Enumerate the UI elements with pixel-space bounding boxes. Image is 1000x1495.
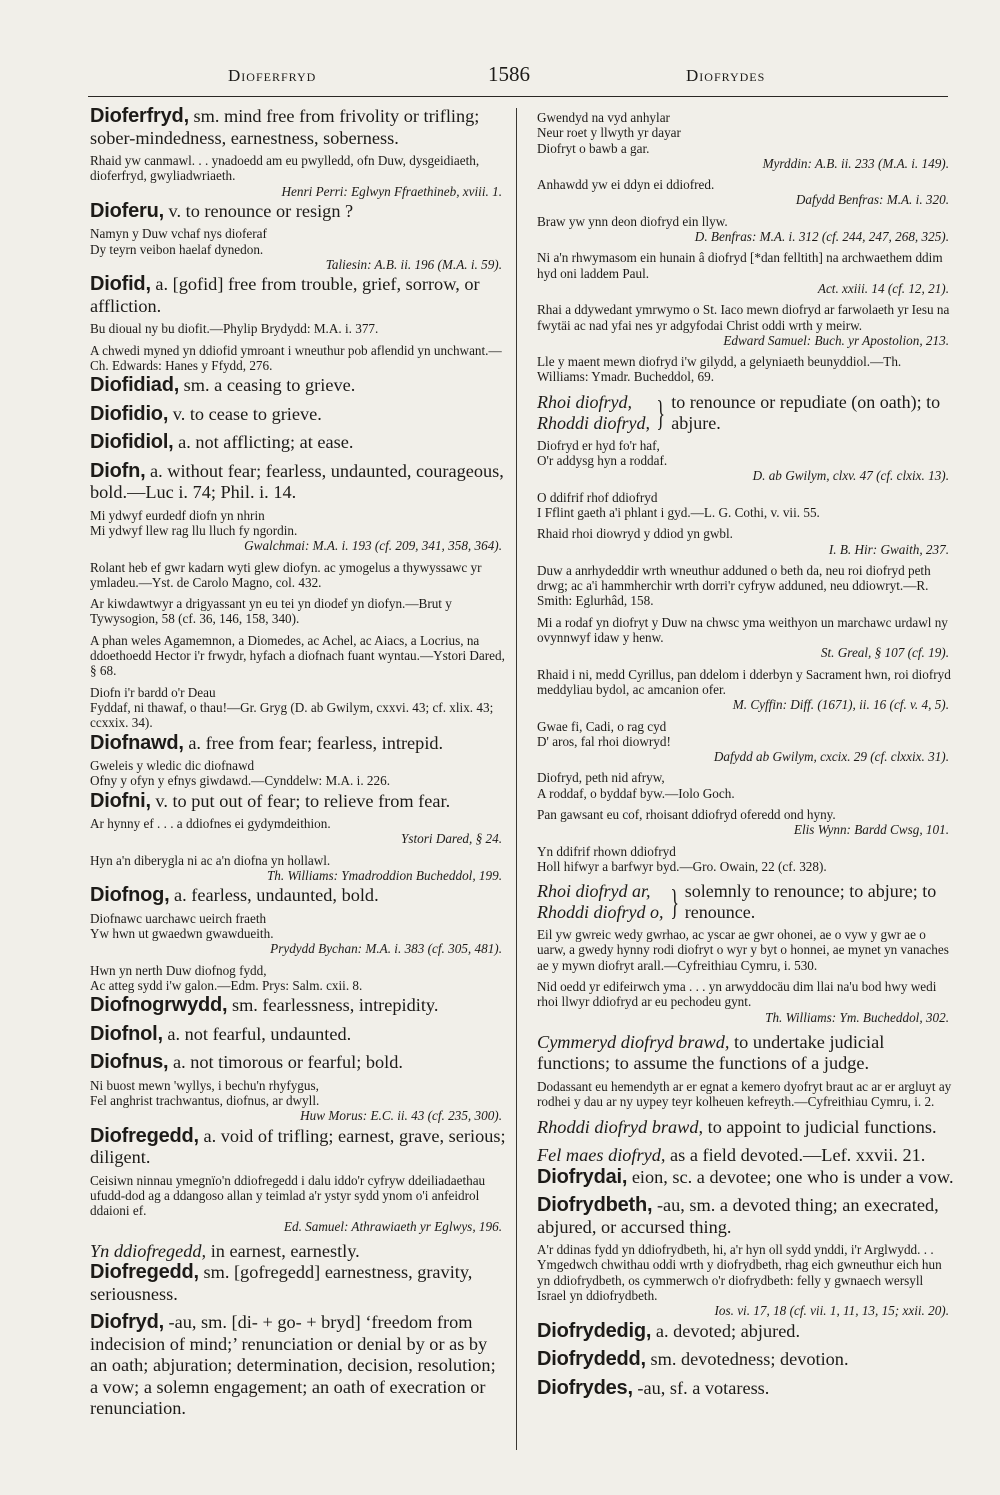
dictionary-entry bbox=[90, 201, 508, 223]
citation-source: Myrddin: A.B. ii. 233 (M.A. i. 149). bbox=[762, 155, 949, 171]
dictionary-entry bbox=[90, 791, 508, 813]
headword: Diofrydedd, bbox=[537, 1348, 646, 1371]
citation bbox=[537, 1242, 955, 1318]
headword: Dioferfryd, bbox=[90, 105, 189, 127]
citation-line: Ar kiwdawtwyr a drigyassant yn eu tei yn diodef yn diofyn.—Brut y Tywysogion, 58 (cf. 36, 146, 158, 340). bbox=[90, 596, 455, 627]
citation-source: Th. Williams: Ym. Bucheddol, 302. bbox=[765, 1009, 949, 1025]
citation-line: Lle y maent mewn diofryd i'w gilydd, a gelyniaeth beunyddiol.—Th. Williams: Ymadr. Bucheddol, 69. bbox=[537, 354, 905, 385]
definition: v. to put out of fear; to relieve from fear. bbox=[150, 790, 451, 811]
citation-line: Yn ddifrif rhown ddiofryd bbox=[537, 843, 676, 859]
citation-line: Duw a anrhydeddir wrth wneuthur adduned o beth da, neu roi diofryd peth drwg; ac a'i hammherchir wrth dorri'r cyfryw adduned, neu ddiowryt.—R. Smith: Eglurhâd, 158. bbox=[537, 562, 934, 609]
citation-source: Dafydd ab Gwilym, cxcix. 29 (cf. clxxix. 31). bbox=[713, 749, 949, 765]
headword: Diofryd, bbox=[90, 1311, 164, 1334]
citation bbox=[90, 853, 508, 884]
running-head-left: Dioferfryd bbox=[228, 66, 317, 85]
definition: sm. devotedness; devotion. bbox=[645, 1349, 849, 1370]
definition: sm. fearlessness, intrepidity. bbox=[227, 995, 439, 1016]
phrase-entry bbox=[537, 881, 955, 923]
definition: -au, sm. [di- + go- + bryd] ‘freedom from indecision of mind;’ renunciation or denial by or as by an oath; abjuration; determination, decision, resolution; a vow; a solemn engagement; an oath of execration or renunciation. bbox=[90, 1312, 496, 1419]
definition: a. [gofid] free from trouble, grief, sorrow, or affliction. bbox=[90, 274, 480, 316]
citation bbox=[537, 438, 955, 484]
dictionary-entry bbox=[90, 274, 508, 317]
definition: a. not afflicting; at ease. bbox=[173, 432, 354, 453]
citation bbox=[90, 596, 508, 627]
citation-source: Gwalchmai: M.A. i. 193 (cf. 209, 341, 358, 364). bbox=[244, 538, 502, 554]
citation-line: A chwedi myned yn ddiofid ymroant i wneuthur pob aflendid yn unchwant.—Ch. Edwards: Hanes y Ffydd, 276. bbox=[90, 342, 502, 373]
dictionary-entry bbox=[537, 1349, 955, 1371]
definition: eion, sc. a devotee; one who is under a vow. bbox=[627, 1166, 954, 1187]
dictionary-entry bbox=[90, 1312, 508, 1420]
definition: to renounce or repudiate (on oath); to abjure. bbox=[671, 391, 941, 433]
definition: a. free from fear; fearless, intrepid. bbox=[183, 732, 444, 753]
brace-mark: } bbox=[656, 392, 665, 433]
citation bbox=[537, 927, 955, 973]
citation-line: Diofryd, peth nid afryw, bbox=[537, 770, 665, 786]
definition: a. devoted; abjured. bbox=[651, 1320, 801, 1341]
citation-line: Fyddaf, ni thawaf, o thau!—Gr. Gryg (D. ab Gwilym, cxxvi. 43; cf. xlix. 43; ccxxix. 34). bbox=[90, 699, 497, 731]
dictionary-entry bbox=[537, 1321, 955, 1343]
citation-source: D. Benfras: M.A. i. 312 (cf. 244, 247, 268, 325). bbox=[694, 229, 949, 245]
citation bbox=[537, 770, 955, 801]
definition: in earnest, earnestly. bbox=[206, 1240, 360, 1261]
citation-line: Diofnawc uarchawc ueirch fraeth bbox=[90, 910, 267, 926]
citation-line: Rhaid yw canmawl. . . ynadoedd am eu pwylledd, ofn Duw, dysgeidiaeth, dioferfryd, gwyliadwriaeth. bbox=[90, 153, 483, 184]
citation bbox=[537, 526, 955, 557]
citation-line: Fel anghrist trachwantus, diofnus, ar dwyll. bbox=[90, 1093, 320, 1109]
definition: solemnly to renounce; to abjure; to renounce. bbox=[684, 881, 937, 923]
headword: Diofrydbeth, bbox=[537, 1194, 653, 1217]
citation-line: Anhawdd yw ei ddyn ei ddiofred. bbox=[537, 177, 715, 193]
page-number: 1586 bbox=[488, 62, 530, 86]
citation bbox=[90, 963, 508, 994]
phrase-entry bbox=[90, 1241, 508, 1263]
citation-line: A'r ddinas fydd yn ddiofrydbeth, hi, a'r hyn oll sydd ynddi, i'r Arglwydd. . . Ymgedwch chwithau oddi wrth y diofrydbeth, rhag eich gwneuthur eich hun yn ddiofrydbeth, os cymmerwch o'r diofrydbeth: felly y gwnaech wersyll Israel yn ddiofrydbeth. bbox=[537, 1242, 945, 1303]
citation-line: O'r addysg hyn a roddaf. bbox=[537, 453, 668, 469]
headword: Diofidiad, bbox=[90, 374, 180, 397]
definition: -au, sm. a devoted thing; an execrated, abjured, or accursed thing. bbox=[537, 1195, 939, 1237]
running-head-right: Diofrydes bbox=[686, 66, 766, 85]
citation-source: Dafydd Benfras: M.A. i. 320. bbox=[795, 192, 949, 208]
dictionary-entry bbox=[537, 1167, 955, 1189]
citation-source: Taliesin: A.B. ii. 196 (M.A. i. 59). bbox=[325, 256, 502, 272]
dictionary-entry bbox=[537, 1378, 955, 1400]
citation-line: Rhai a ddywedant ymrwymo o St. Iaco mewn diofryd ar farwolaeth yr Iesu na fwytäi ac nad yfai nes yr adgyfodai Christ oddi wrth y meirw. bbox=[537, 302, 953, 333]
dictionary-entry bbox=[90, 461, 508, 504]
citation bbox=[90, 321, 508, 336]
brace-mark: } bbox=[669, 882, 679, 923]
citation-line: Ar hynny ef . . . a ddiofnes ei gydymdeithion. bbox=[90, 816, 331, 832]
dictionary-entry bbox=[90, 1024, 508, 1046]
citation-source: M. Cyffin: Diff. (1671), ii. 16 (cf. v. 4, 5). bbox=[732, 697, 949, 713]
citation-line: Gwae fi, Cadi, o rag cyd bbox=[537, 718, 667, 734]
citation bbox=[90, 343, 508, 374]
citation-line: Hyn a'n diberygla ni ac a'n diofna yn hollawl. bbox=[90, 852, 331, 868]
citation-line: Ni buost mewn 'wyllys, i bechu'n rhyfygus, bbox=[90, 1077, 319, 1093]
citation-source: I. B. Hir: Gwaith, 237. bbox=[828, 541, 949, 557]
headword: Diofni, bbox=[90, 789, 151, 812]
phrase-group bbox=[537, 881, 664, 923]
citation bbox=[90, 685, 508, 731]
citation-line: O ddifrif rhof ddiofryd bbox=[537, 489, 658, 505]
citation-source: Th. Williams: Ymadroddion Bucheddol, 199. bbox=[266, 868, 502, 884]
citation bbox=[90, 560, 508, 591]
phrase-entry bbox=[537, 1145, 955, 1167]
headword: Diofnawd, bbox=[90, 731, 184, 754]
headword: Diofnog, bbox=[90, 884, 170, 907]
phrase: Fel maes diofryd, bbox=[537, 1145, 666, 1166]
definition: sm. mind free from frivolity or trifling; sober-mindedness, earnestness, soberness. bbox=[90, 106, 480, 148]
citation-source: Elis Wynn: Bardd Cwsg, 101. bbox=[793, 822, 949, 838]
citation-line: Mi ydwyf llew rag llu lluch fy ngordin. bbox=[90, 522, 298, 538]
definition: to undertake judicial functions; to assume the functions of a judge. bbox=[537, 1031, 885, 1074]
citation bbox=[537, 979, 955, 1025]
citation-line: Diofn i'r bardd o'r Deau bbox=[90, 684, 216, 700]
dictionary-entry bbox=[90, 1262, 508, 1305]
citation-line: Ac atteg sydd i'w galon.—Edm. Prys: Salm. cxii. 8. bbox=[90, 978, 363, 993]
headword: Diofregedd, bbox=[90, 1124, 199, 1147]
dictionary-entry bbox=[90, 733, 508, 755]
citation-line: Yw hwn ut gwaedwn gwawdueith. bbox=[90, 926, 274, 942]
citation-line: Rhaid i ni, medd Cyrillus, pan ddelom i dderbyn y Sacrament hwn, roi diofryd meddyliau bydol, ac amcanion ofer. bbox=[537, 666, 955, 697]
definition: a. fearless, undaunted, bold. bbox=[169, 885, 379, 906]
citation bbox=[537, 250, 955, 296]
citation-line: Holl hifwyr a barfwyr byd.—Gro. Owain, 22 (cf. 328). bbox=[537, 858, 827, 874]
phrase-entry bbox=[537, 392, 955, 434]
citation-source: Huw Morus: E.C. ii. 43 (cf. 235, 300). bbox=[300, 1108, 502, 1124]
citation bbox=[537, 844, 955, 875]
citation-line: Diofryt o bawb a gar. bbox=[537, 140, 650, 156]
citation bbox=[90, 816, 508, 847]
headword: Diofnol, bbox=[90, 1022, 163, 1045]
citation bbox=[90, 508, 508, 554]
citation-line: Ofny y ofyn y efnys giwdawd.—Cynddelw: M.A. i. 226. bbox=[90, 773, 390, 789]
citation bbox=[537, 563, 955, 609]
citation-line: Rolant heb ef gwr kadarn wyti glew diofyn. ac ymogelus a thywyssawc yr ymladeu.—Yst. de Carolo Magno, col. 432. bbox=[90, 559, 485, 590]
citation-source: Act. xxiii. 14 (cf. 12, 21). bbox=[817, 280, 949, 296]
page-header bbox=[0, 62, 1000, 96]
citation-source: St. Greal, § 107 (cf. 19). bbox=[820, 645, 949, 661]
definition: a. without fear; fearless, undaunted, courageous, bold.—Luc i. 74; Phil. i. 14. bbox=[90, 460, 504, 503]
citation bbox=[537, 214, 955, 245]
citation bbox=[90, 911, 508, 957]
citation-line: I Fflint gaeth a'i phlant i gyd.—L. G. Cothi, v. vii. 55. bbox=[537, 504, 820, 520]
citation bbox=[90, 758, 508, 789]
citation bbox=[90, 153, 508, 199]
column-divider bbox=[516, 108, 517, 1450]
citation bbox=[90, 1078, 508, 1124]
citation-line: Eil yw gwreic wedy gwrhao, ac yscar ae gwr ohonei, ae o vyw y gwr ae o uarw, a gwedy hynny rodi diofryt o wyr y byt o honnei, ae mynet yn vanaches ae y mywn diofryt arall.—Cyfreithiau Cymru, i. 530. bbox=[537, 927, 953, 973]
left-column bbox=[90, 106, 508, 1420]
citation bbox=[537, 719, 955, 765]
citation-line: Mi a rodaf yn diofryt y Duw na chwsc yma weithyon un marchawc urdawl ny ovynnwyf idaw y henw. bbox=[537, 614, 952, 646]
citation-line: Gwendyd na vyd anhylar bbox=[537, 110, 670, 125]
citation bbox=[537, 177, 955, 208]
citation-source: Ystori Dared, § 24. bbox=[401, 831, 502, 847]
headword: Diofregedd, bbox=[90, 1261, 199, 1284]
dictionary-entry bbox=[90, 995, 508, 1017]
dictionary-entry bbox=[90, 432, 508, 454]
citation-source: Henri Perri: Eglwyn Ffraethineb, xviii. 1. bbox=[281, 183, 502, 199]
dictionary-entry bbox=[90, 1052, 508, 1074]
dictionary-entry bbox=[90, 375, 508, 397]
citation-source: D. ab Gwilym, clxv. 47 (cf. clxix. 13). bbox=[752, 468, 949, 484]
citation-line: Neur roet y llwyth yr dayar bbox=[537, 125, 681, 141]
citation-line: Dodassant eu hemendyth ar er egnat a kemero dyofryt braut ac ar er argluyt ay rodhei y dau ar ny uypey teyr kolheuen kefreyth.—Cyfreithiau Cymru, i. 2. bbox=[537, 1078, 955, 1110]
phrase: Cymmeryd diofryd brawd, bbox=[537, 1031, 730, 1052]
headword: Diofn, bbox=[90, 459, 146, 482]
dictionary-entry bbox=[537, 1195, 955, 1238]
phrase: Rhoddi diofryd, bbox=[537, 412, 650, 433]
citation bbox=[537, 302, 955, 348]
citation-line: Ceisiwn ninnau ymegnïo'n ddiofregedd i dalu iddo'r cyfryw ddeiliadaethau ufudd-dod ag a ddangoso allan y teimlad a'r ystyr sydd ynom o'i anfeidrol ddaioni ef. bbox=[90, 1172, 489, 1219]
phrase: Rhoi diofryd, bbox=[537, 391, 632, 412]
definition: sm. [gofregedd] earnestness, gravity, seriousness. bbox=[90, 1262, 473, 1304]
headword: Dioferu, bbox=[90, 199, 164, 222]
headword: Diofidio, bbox=[90, 402, 169, 425]
citation bbox=[537, 354, 955, 385]
phrase-entry bbox=[537, 1032, 955, 1075]
citation-line: Hwn yn nerth Duw diofnog fydd, bbox=[90, 962, 267, 978]
citation-line: Nid oedd yr edifeirwch yma . . . yn arwyddocäu dim llai na'u bod hwy wedi rhoi llwyr ddiofryd ar eu pechodeu gynt. bbox=[537, 979, 940, 1010]
right-column bbox=[537, 106, 955, 1399]
citation-line: D' aros, fal rhoi diowryd! bbox=[537, 733, 671, 749]
citation bbox=[537, 110, 955, 171]
citation-line: Diofryd er hyd fo'r haf, bbox=[537, 437, 660, 453]
citation-source: Ed. Samuel: Athrawiaeth yr Eglwys, 196. bbox=[283, 1218, 502, 1234]
citation-line: Rhaid rhoi diowryd y ddiod yn gwbl. bbox=[537, 526, 733, 542]
headword: Diofrydedig, bbox=[537, 1319, 652, 1342]
definition: a. not timorous or fearful; bold. bbox=[168, 1052, 403, 1073]
citation-line: Dy teyrn veibon haelaf dynedon. bbox=[90, 241, 264, 257]
headword: Diofnus, bbox=[90, 1051, 169, 1074]
phrase: Rhoddi diofryd brawd, bbox=[537, 1116, 704, 1137]
citation bbox=[90, 226, 508, 272]
citation bbox=[537, 490, 955, 521]
phrase-entry bbox=[537, 1117, 955, 1139]
definition: to appoint to judicial functions. bbox=[703, 1116, 937, 1137]
citation bbox=[537, 807, 955, 838]
citation-line: Pan gawsant eu cof, rhoisant ddiofryd oferedd ond hyny. bbox=[537, 806, 836, 822]
citation-line: Bu dioual ny bu diofit.—Phylip Brydydd: M.A. i. 377. bbox=[90, 321, 379, 337]
phrase: Rhoi diofryd ar, bbox=[537, 881, 651, 902]
citation bbox=[90, 1173, 508, 1234]
definition: a. not fearful, undaunted. bbox=[162, 1023, 352, 1044]
dictionary-entry bbox=[90, 404, 508, 426]
definition: as a field devoted.—Lef. xxvii. 21. bbox=[665, 1145, 926, 1166]
dictionary-entry bbox=[90, 1126, 508, 1169]
citation bbox=[537, 615, 955, 661]
citation-line: Gweleis y wledic dic diofnawd bbox=[90, 758, 255, 774]
headword: Diofidiol, bbox=[90, 431, 174, 454]
headword: Diofrydai, bbox=[537, 1165, 628, 1188]
phrase: Yn ddiofregedd, bbox=[90, 1240, 207, 1261]
citation-source: Ios. vi. 17, 18 (cf. vii. 1, 11, 13, 15; xxii. 20). bbox=[714, 1303, 949, 1319]
citation bbox=[90, 633, 508, 679]
dictionary-entry bbox=[90, 106, 508, 149]
citation-source: Prydydd Bychan: M.A. i. 383 (cf. 305, 481). bbox=[270, 941, 502, 957]
headword: Diofnogrwydd, bbox=[90, 994, 228, 1017]
phrase-group bbox=[537, 392, 650, 434]
dictionary-entry bbox=[90, 885, 508, 907]
citation-line: Braw yw ynn deon diofryd ein llyw. bbox=[537, 213, 728, 229]
definition: sm. a ceasing to grieve. bbox=[179, 375, 356, 396]
citation-line: Mi ydwyf eurdedf diofn yn nhrin bbox=[90, 507, 265, 523]
definition: v. to cease to grieve. bbox=[168, 403, 322, 424]
definition: a. void of trifling; earnest, grave, serious; diligent. bbox=[90, 1125, 506, 1168]
citation bbox=[537, 667, 955, 713]
citation bbox=[537, 1079, 955, 1110]
citation-source: Edward Samuel: Buch. yr Apostolion, 213. bbox=[723, 332, 949, 348]
definition: -au, sf. a votaress. bbox=[632, 1377, 770, 1398]
citation-line: A roddaf, o byddaf byw.—Iolo Goch. bbox=[537, 785, 735, 801]
definition: v. to renounce or resign ? bbox=[163, 200, 354, 221]
headword: Diofid, bbox=[90, 273, 151, 296]
citation-line: A phan weles Agamemnon, a Diomedes, ac Achel, ac Aiacs, a Locrius, na ddoethoedd Hector i'r frwydr, hyfach a diofnach fuant wyntau.—Ystori Dared, § 68. bbox=[90, 632, 509, 679]
citation-line: Namyn y Duw vchaf nys dioferaf bbox=[90, 226, 267, 242]
phrase: Rhoddi diofryd o, bbox=[537, 902, 664, 923]
citation-line: Ni a'n rhwymasom ein hunain â diofryd [*dan felltith] na archwaethem ddim hyd oni laddem Paul. bbox=[537, 250, 946, 281]
header-rule bbox=[88, 96, 948, 97]
headword: Diofrydes, bbox=[537, 1376, 633, 1399]
